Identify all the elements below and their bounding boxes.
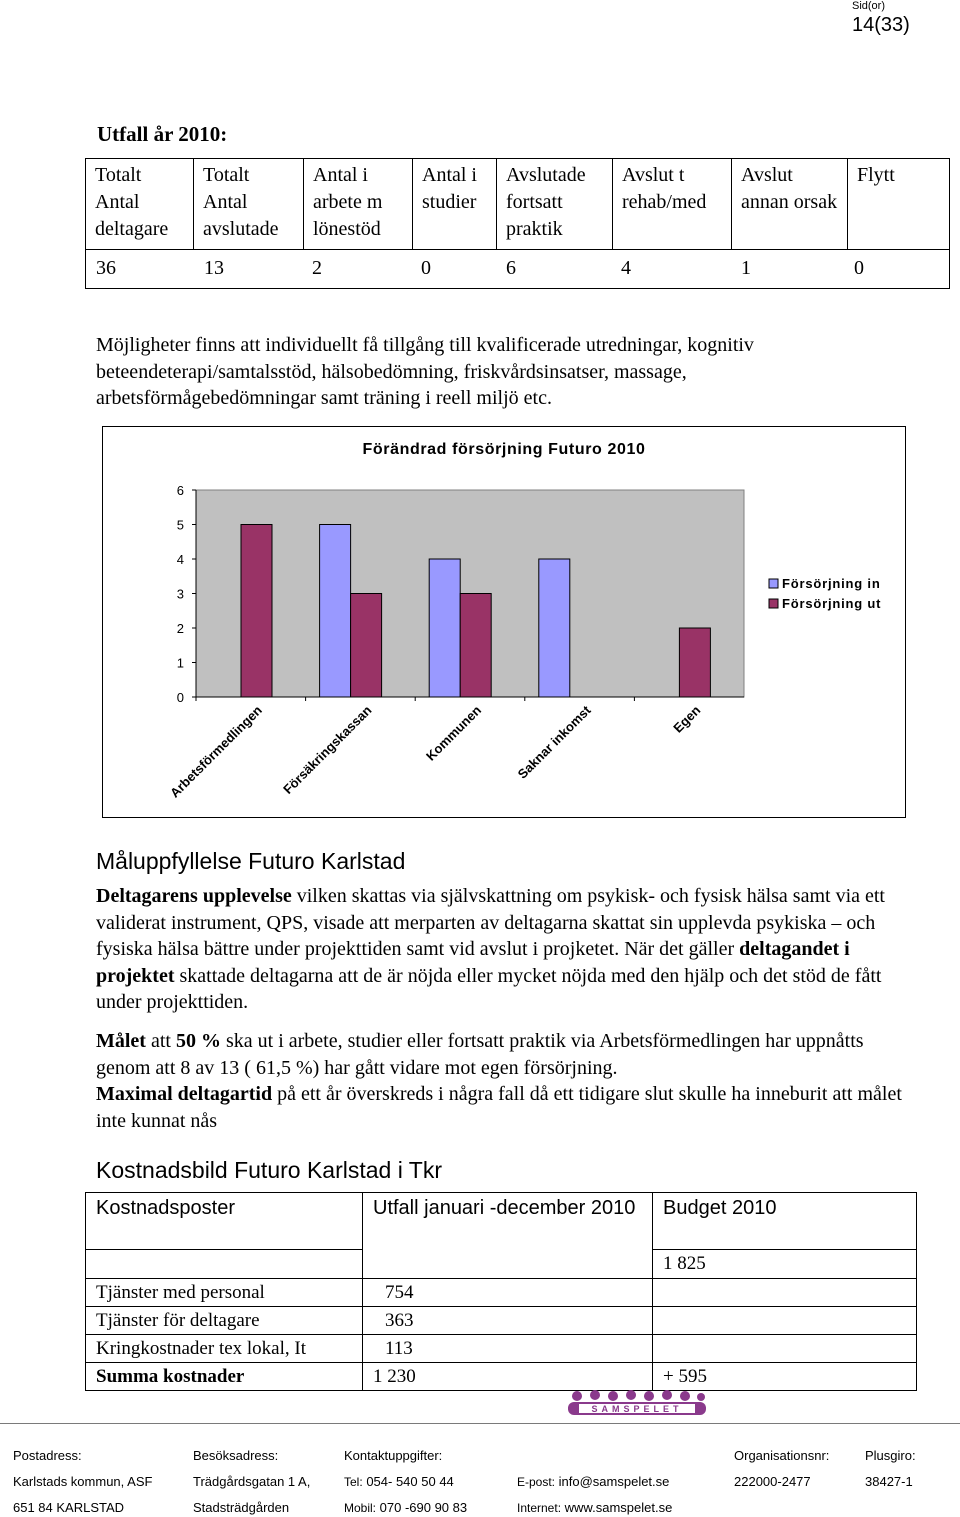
bar-chart bbox=[102, 426, 906, 818]
kostnader-title: Kostnadsbild Futuro Karlstad i Tkr bbox=[96, 1157, 443, 1183]
bar-forsorjning-ut bbox=[460, 594, 491, 698]
footer-besok-label: Besöksadress: bbox=[193, 1448, 279, 1463]
value-cell: 1 bbox=[741, 257, 751, 279]
header-cell: Totalt Antal deltagare bbox=[86, 159, 194, 250]
sum-row bbox=[86, 1363, 917, 1391]
utfall-table bbox=[85, 158, 950, 289]
value-cell: 0 bbox=[421, 257, 431, 279]
page-header-label: Sid(or) bbox=[852, 0, 886, 12]
header-cell: Avslut annan orsak bbox=[732, 159, 848, 250]
x-category-label: Egen bbox=[670, 702, 704, 736]
sum-utfall: 1 230 bbox=[363, 1363, 653, 1391]
utfall-header-row bbox=[86, 159, 950, 250]
bar-forsorjning-ut bbox=[679, 628, 710, 697]
legend-swatch bbox=[769, 599, 778, 608]
y-tick-label: 3 bbox=[176, 586, 184, 602]
sum-label: Summa kostnader bbox=[86, 1363, 363, 1391]
emphasis: Maximal deltagartid bbox=[96, 1083, 273, 1105]
table-row bbox=[86, 1307, 917, 1335]
paragraph-text: ska ut i arbete, studier eller fortsatt praktik via Arbetsförmedlingen har uppnåtts genom att 8 av 13 ( 61,5 %) har gått vidare mot egen försörjning. bbox=[96, 1030, 864, 1079]
value-cell: 36 bbox=[96, 257, 116, 279]
x-category-label: Arbetsförmedlingen bbox=[166, 702, 265, 801]
bar-forsorjning-ut bbox=[241, 525, 272, 698]
x-category-label: Försäkringskassan bbox=[280, 702, 375, 797]
header-cell: Flytt bbox=[848, 159, 950, 250]
paragraph-text: på ett år överskreds i några fall då ett tidigare slut skulle ha inneburit att målet inte kunnat nås bbox=[96, 1083, 902, 1132]
header-cell: Utfall januari -december 2010 bbox=[363, 1193, 653, 1279]
bar-forsorjning-ut bbox=[351, 594, 382, 698]
footer-kontakt-label: Kontaktuppgifter: bbox=[344, 1448, 443, 1463]
maluppfyllelse-paragraph-3 bbox=[96, 1081, 916, 1134]
table-row bbox=[86, 1335, 917, 1363]
paragraph-text: vilken skattas via självskattning om psykisk- och fysisk hälsa samt via ett validerat instrument, QPS, visade att merparten av deltagarna skattat sin upplevda psykiska – och fysiska hälsa bättre under projekttiden samt vid avslut i projketet. När det gäller bbox=[96, 885, 885, 960]
legend-label: Försörjning ut bbox=[782, 596, 882, 611]
header-cell: Budget 2010 bbox=[653, 1193, 917, 1250]
header-cell: Antal i arbete m lönestöd bbox=[304, 159, 413, 250]
value-cell: 13 bbox=[204, 257, 224, 279]
value-cell: 4 bbox=[621, 257, 631, 279]
cost-budget bbox=[653, 1307, 917, 1335]
table-row bbox=[86, 1279, 917, 1307]
legend-label: Försörjning in bbox=[782, 576, 881, 591]
header-cell: Antal i studier bbox=[413, 159, 497, 250]
emphasis: Målet bbox=[96, 1030, 146, 1052]
cost-label: Tjänster med personal bbox=[86, 1279, 363, 1307]
paragraph-text: att bbox=[145, 1030, 176, 1052]
bar-forsorjning-in bbox=[429, 559, 460, 697]
y-tick-label: 6 bbox=[176, 483, 184, 498]
footer-org: 222000-2477 bbox=[734, 1474, 811, 1489]
cost-budget bbox=[653, 1279, 917, 1307]
footer-plusgiro-label: Plusgiro: bbox=[865, 1448, 916, 1463]
emphasis: 50 % bbox=[175, 1030, 221, 1052]
possibilities-paragraph: Möjligheter finns att individuellt få tillgång till kvalificerade utredningar, kognitiv beteendeterapi/samtalsstöd, hälsobedömning, friskvårdsinsatser, massage, arbetsförmågebedömningar samt träning i reell miljö etc. bbox=[96, 334, 754, 409]
footer-postadress-line-1: Karlstads kommun, ASF bbox=[13, 1474, 153, 1489]
value-cell: 6 bbox=[506, 257, 516, 279]
y-tick-label: 0 bbox=[176, 690, 184, 705]
maluppfyllelse-paragraph-1 bbox=[96, 883, 906, 1016]
footer-org-label: Organisationsnr: bbox=[734, 1448, 830, 1463]
footer-rule bbox=[0, 1423, 960, 1424]
footer-tel: Tel: 054- 540 50 44 bbox=[344, 1474, 454, 1489]
utfall-values-row bbox=[86, 250, 950, 289]
kostnader-table bbox=[85, 1192, 917, 1391]
footer-postadress-label: Postadress: bbox=[13, 1448, 82, 1463]
cost-utfall: 113 bbox=[363, 1335, 653, 1363]
header-cell: Kostnadsposter bbox=[86, 1193, 363, 1250]
header-cell: Avslut t rehab/med bbox=[613, 159, 732, 250]
x-category-label: Kommunen bbox=[422, 702, 485, 764]
y-tick-label: 4 bbox=[176, 552, 184, 567]
maluppfyllelse-paragraph-2 bbox=[96, 1028, 916, 1081]
y-tick-label: 1 bbox=[176, 655, 184, 671]
paragraph-text: skattade deltagarna att de är nöjda eller mycket nöjda med den hjälp och det stöd de fått under projekttiden. bbox=[96, 964, 882, 1013]
footer-plusgiro: 38427-1 bbox=[865, 1474, 913, 1489]
y-tick-label: 2 bbox=[176, 621, 184, 636]
sum-budget: + 595 bbox=[653, 1363, 917, 1391]
header-cell: Avslutade fortsatt praktik bbox=[497, 159, 613, 250]
cost-label: Kringkostnader tex lokal, It bbox=[86, 1335, 363, 1363]
legend-swatch bbox=[769, 579, 778, 588]
chart-title: Förändrad försörjning Futuro 2010 bbox=[362, 441, 646, 458]
budget-value: 1 825 bbox=[653, 1250, 917, 1279]
header-cell: Totalt Antal avslutade bbox=[194, 159, 304, 250]
svg-text:SAMSPELET: SAMSPELET bbox=[591, 1404, 683, 1414]
footer-postadress-line-2: 651 84 KARLSTAD bbox=[13, 1500, 125, 1515]
cost-label: Tjänster för deltagare bbox=[86, 1307, 363, 1335]
emphasis: Deltagarens upplevelse bbox=[96, 885, 292, 907]
maluppfyllelse-title: Måluppfyllelse Futuro Karlstad bbox=[96, 848, 406, 874]
kostnader-header-row bbox=[86, 1193, 917, 1250]
cost-utfall: 754 bbox=[363, 1279, 653, 1307]
footer-besok-line-1: Trädgårdsgatan 1 A, bbox=[193, 1474, 311, 1489]
value-cell: 2 bbox=[312, 257, 322, 279]
value-cell: 0 bbox=[854, 257, 864, 279]
cost-utfall: 363 bbox=[363, 1307, 653, 1335]
bar-forsorjning-in bbox=[320, 525, 351, 698]
y-tick-label: 5 bbox=[176, 517, 184, 533]
footer-internet: Internet: www.samspelet.se bbox=[517, 1500, 673, 1515]
footer-epost: E-post: info@samspelet.se bbox=[517, 1474, 670, 1489]
cost-budget bbox=[653, 1335, 917, 1363]
footer-mobil: Mobil: 070 -690 90 83 bbox=[344, 1500, 468, 1515]
emphasis: deltagandet i projektet bbox=[96, 938, 850, 987]
samspelet-logo bbox=[565, 1388, 710, 1422]
x-category-label: Saknar inkomst bbox=[514, 702, 594, 782]
bar-forsorjning-in bbox=[539, 559, 570, 697]
footer-besok-line-2: Stadsträdgården bbox=[193, 1500, 290, 1515]
page-number: 14(33) bbox=[852, 14, 910, 36]
utfall-title: Utfall år 2010: bbox=[97, 122, 228, 146]
